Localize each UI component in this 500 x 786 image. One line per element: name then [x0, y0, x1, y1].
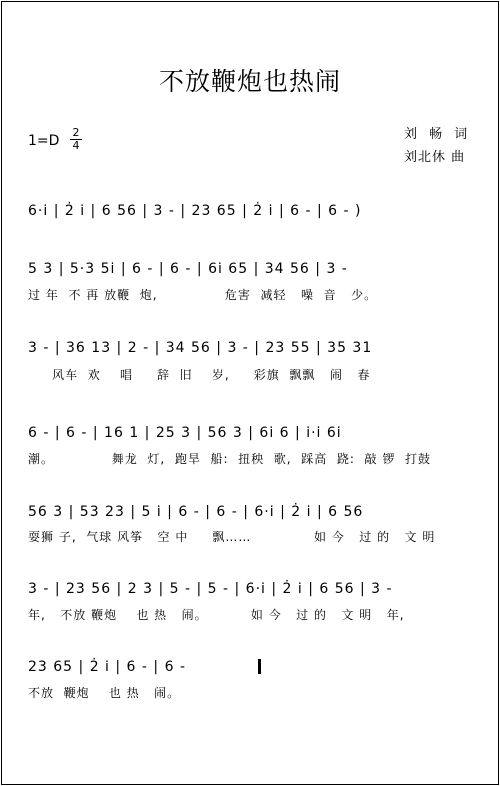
final-barline	[258, 659, 261, 674]
lyricist-credit: 刘 畅 词	[404, 127, 472, 142]
time-signature-top: 2	[72, 126, 80, 139]
melody-row-3: 3 - | 36 13 | 2 - | 34 56 | 3 - | 23 55 | 35 31	[28, 340, 373, 356]
song-title: 不放鞭炮也热闹	[158, 67, 341, 96]
lyrics-row-3: 风车 欢 唱 辞 旧 岁, 彩旗 飘飘 闹 春	[28, 368, 371, 382]
melody-row-5: 56 3 | 53 23 | 5 i̇ | 6 - | 6 - | 6·i̇ | 2̇ i̇ | 6 56	[28, 504, 364, 520]
time-signature-bottom: 4	[70, 139, 82, 152]
composer-credit: 刘北休 曲	[404, 150, 466, 165]
lyrics-row-5: 耍狮 子, 气球 风筝 空 中 飘…… 如 今 过 的 文 明	[28, 530, 436, 544]
melody-row-4: 6 - | 6 - | 16 1 | 25 3 | 56 3 | 6i̇ 6 | i̇·i̇ 6i̇	[28, 425, 342, 441]
melody-row-7: 23 65 | 2̇ i̇ | 6 - | 6 -	[28, 659, 186, 675]
key-signature: 1=D	[28, 133, 60, 149]
lyrics-row-6: 年, 不放 鞭炮 也 热 闹。 如 今 过 的 文 明 年,	[28, 608, 405, 622]
lyrics-row-4: 潮。 舞龙 灯, 跑旱 船: 扭秧 歌, 踩高 跷: 敲 锣 打鼓	[28, 452, 431, 466]
lyrics-row-7: 不放 鞭炮 也 热 闹。	[28, 686, 181, 700]
time-signature	[70, 127, 82, 152]
melody-row-1: 6·i̇ | 2̇ i̇ | 6 56 | 3 - | 23 65 | 2̇ i̇ | 6 - | 6 - )	[28, 203, 362, 219]
melody-row-6: 3 - | 23 56 | 2 3 | 5 - | 5 - | 6·i̇ | 2̇ i̇ | 6 56 | 3 -	[28, 581, 393, 597]
lyrics-row-2: 过 年 不 再 放鞭 炮, 危害 减轻 噪 音 少。	[28, 288, 378, 302]
melody-row-2: 5 3 | 5·3 5i̇ | 6 - | 6 - | 6i̇ 65 | 34 56 | 3 -	[28, 261, 348, 277]
